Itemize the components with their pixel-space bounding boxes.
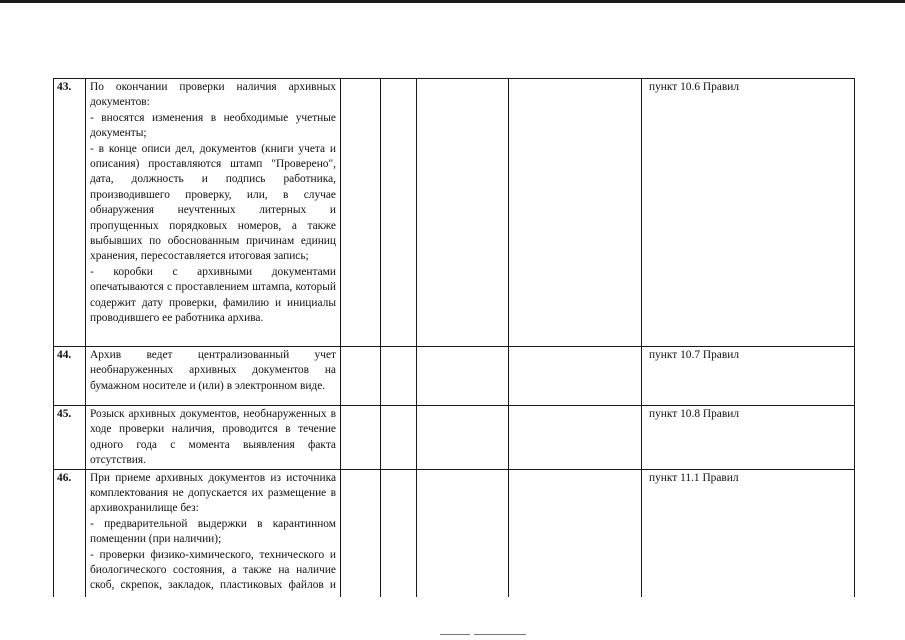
requirement-paragraph: - вносятся изменения в необходимые учетные документы; bbox=[90, 111, 336, 140]
requirement-text bbox=[86, 347, 341, 406]
empty-cell bbox=[381, 406, 417, 470]
requirement-paragraph: Розыск архивных документов, необнаруженных в ходе проверки наличия, проводится в течение одного года с момента выявления факта отсутствия. bbox=[90, 408, 336, 467]
requirement-paragraph: По окончании проверки наличия архивных документов: bbox=[90, 81, 336, 109]
empty-cell bbox=[509, 347, 642, 406]
empty-cell bbox=[417, 347, 509, 406]
scan-top-edge bbox=[0, 0, 905, 3]
empty-cell bbox=[341, 406, 381, 470]
row-number: 43. bbox=[54, 79, 86, 347]
requirement-paragraph: Архив ведет централизованный учет необнаруженных архивных документов на бумажном носителе и (или) в электронном виде. bbox=[90, 349, 336, 392]
empty-cell bbox=[417, 406, 509, 470]
row-number: 44. bbox=[54, 347, 86, 406]
row-number: 45. bbox=[54, 406, 86, 470]
requirement-paragraph: - предварительной выдержки в карантинном помещении (при наличии); bbox=[90, 517, 336, 546]
requirement-text bbox=[86, 79, 341, 347]
table-row bbox=[54, 406, 855, 470]
legal-reference: пункт 11.1 Правил bbox=[642, 469, 855, 611]
legal-reference: пункт 10.6 Правил bbox=[642, 79, 855, 347]
requirement-text bbox=[86, 406, 341, 470]
requirement-paragraph: - в конце описи дел, документов (книги учета и описания) проставляются штамп "Проверено", дата, должность и подпись работника, производившего проверку, или, в случае обнаружения неучтенных литерных и пропущенных порядковых номеров, а также выбывших по обоснованным причинам единиц хранения, пересоставляется итоговая запись; bbox=[90, 142, 336, 263]
table-row bbox=[54, 79, 855, 347]
legal-reference: пункт 10.8 Правил bbox=[642, 406, 855, 470]
empty-cell bbox=[381, 79, 417, 347]
empty-cell bbox=[341, 469, 381, 611]
empty-cell bbox=[509, 79, 642, 347]
requirement-paragraph: - коробки с архивными документами опечатываются с проставлением штампа, который содержит дату проверки, фамилию и инициалы проводившего ее работника архива. bbox=[90, 265, 336, 325]
empty-cell bbox=[509, 406, 642, 470]
empty-cell bbox=[417, 469, 509, 611]
requirement-paragraph: - проверки физико-химического, технического и биологического состояния, а также на наличие скоб, скрепок, закладок, пластиковых файлов и bbox=[90, 548, 336, 592]
scan-artifact bbox=[474, 634, 526, 635]
requirements-table bbox=[53, 78, 855, 612]
legal-reference: пункт 10.7 Правил bbox=[642, 347, 855, 406]
requirement-paragraph: При приеме архивных документов из источника комплектования не допускается их размещение в архивохранилище без: bbox=[90, 471, 336, 515]
table-row bbox=[54, 347, 855, 406]
row-number: 46. bbox=[54, 469, 86, 611]
empty-cell bbox=[341, 347, 381, 406]
empty-cell bbox=[381, 469, 417, 611]
table-row bbox=[54, 469, 855, 611]
empty-cell bbox=[381, 347, 417, 406]
requirement-text bbox=[86, 469, 341, 611]
scan-artifact bbox=[440, 634, 470, 635]
empty-cell bbox=[341, 79, 381, 347]
empty-cell bbox=[417, 79, 509, 347]
empty-cell bbox=[509, 469, 642, 611]
